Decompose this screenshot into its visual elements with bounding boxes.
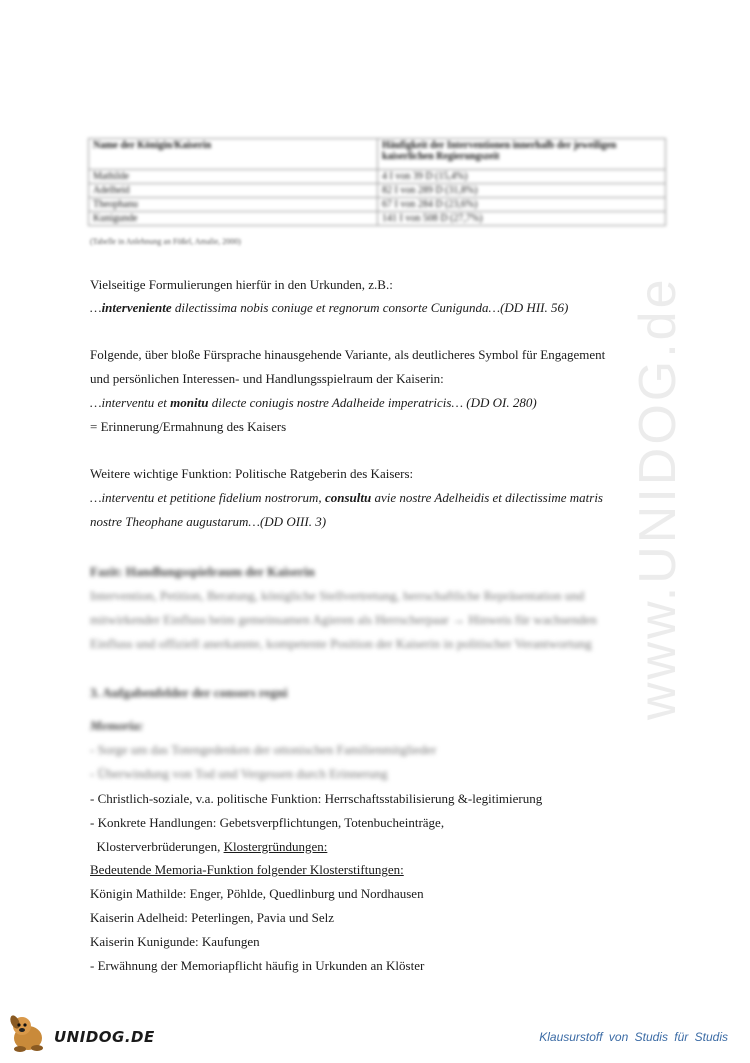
table-row <box>89 184 666 198</box>
paragraph-line: Kaiserin Adelheid: Peterlingen, Pavia und Selz <box>90 910 335 925</box>
quote-text: dilectissima nobis coniuge et regnorum consorte Cunigunda…(DD HII. 56) <box>171 300 569 315</box>
unidog-logo[interactable] <box>4 1008 164 1058</box>
table-cell: 4 I von 39 D (15,4%) <box>378 170 666 184</box>
table-header: Name der Königin/Kaiserin <box>89 139 378 170</box>
paragraph-line: = Erinnerung/Ermahnung des Kaisers <box>90 419 287 434</box>
quote-text: …interventu et petitione fidelium nostrorum, <box>90 490 325 505</box>
quote-text: avie nostre Adelheidis et dilectissime matris <box>371 490 603 505</box>
paragraph-line: Folgende, über bloße Fürsprache hinausgehende Variante, als deutlicheres Symbol für Engagement <box>90 347 606 362</box>
blurred-line: - Überwindung von Tod und Vergessen durch Erinnerung <box>90 766 388 781</box>
blurred-line: mitwirkender Einfluss beim gemeinsamen Agieren als Herrscherpaar → Hinweis für wachsenden <box>90 612 597 627</box>
list-item: - Konkrete Handlungen: Gebetsverpflichtungen, Totenbucheinträge, <box>90 815 445 830</box>
quote-line <box>90 394 537 412</box>
quote-line <box>90 489 603 507</box>
logo-text: UNIDOG.DE <box>54 1028 155 1046</box>
table-cell: 141 I von 508 D (27,7%) <box>378 212 666 226</box>
paragraph-line: Weitere wichtige Funktion: Politische Ratgeberin des Kaisers: <box>90 466 414 481</box>
table-row <box>89 198 666 212</box>
emphasis-text: consultu <box>324 490 372 505</box>
list-item: - Erwähnung der Memoriapflicht häufig in Urkunden an Klöster <box>90 958 425 973</box>
paragraph-line: Vielseitige Formulierungen hierfür in den Urkunden, z.B.: <box>90 277 393 292</box>
table-cell: Mathilde <box>89 170 378 184</box>
quote-text: dilecte coniugis nostre Adalheide imperatricis… (DD OI. 280) <box>208 395 537 410</box>
table-row <box>89 212 666 226</box>
list-text: Klosterverbrüderungen, <box>90 839 224 854</box>
table-cell: 82 I von 289 D (31,8%) <box>378 184 666 198</box>
list-item <box>90 838 327 856</box>
list-item: - Christlich-soziale, v.a. politische Funktion: Herrschaftsstabilisierung &-legitimierung <box>90 791 543 806</box>
table-note: (Tabelle in Anlehnung an Fößel, Amalie, 2000) <box>90 237 241 246</box>
section-heading: 3. Aufgabenfelder der consors regni <box>90 685 288 700</box>
quote-line <box>90 299 568 317</box>
section-heading: Fazit: Handlungsspielraum der Kaiserin <box>90 564 315 579</box>
table-cell: Kunigunde <box>89 212 378 226</box>
blurred-line: Intervention, Petition, Beratung, königliche Stellvertretung, herrschaftliche Repräsentation und <box>90 588 585 603</box>
dog-icon <box>4 1008 54 1058</box>
quote-text: … <box>90 300 102 315</box>
blurred-line: Einfluss und offiziell anerkannte, kompetente Position der Kaiserin in politischer Verantwortung <box>90 636 592 651</box>
interventions-table <box>88 138 666 226</box>
paragraph-line: und persönlichen Interessen- und Handlungsspielraum der Kaiserin: <box>90 371 444 386</box>
table-header-row <box>89 139 666 170</box>
table-cell: 67 I von 284 D (23,6%) <box>378 198 666 212</box>
quote-line: nostre Theophane augustarum…(DD OIII. 3) <box>90 514 327 529</box>
paragraph-line: Kaiserin Kunigunde: Kaufungen <box>90 934 260 949</box>
underlined-text: Klostergründungen: <box>223 839 328 854</box>
emphasis-text: monitu <box>170 395 209 410</box>
table-cell: Theophanu <box>89 198 378 212</box>
table-row <box>89 170 666 184</box>
emphasis-text: interveniente <box>101 300 172 315</box>
paragraph-line: Königin Mathilde: Enger, Pöhlde, Quedlinburg und Nordhausen <box>90 886 424 901</box>
footer-tagline: Klausurstoff von Studis für Studis <box>539 1030 728 1044</box>
subheading: Memoria: <box>90 718 144 733</box>
blurred-line: - Sorge um das Totengedenken der ottonischen Familienmitglieder <box>90 742 437 757</box>
watermark: www.UNIDOG.de <box>629 276 687 720</box>
underlined-heading: Bedeutende Memoria-Funktion folgender Klosterstiftungen: <box>90 862 404 877</box>
table-header: Häufigkeit der Interventionen innerhalb der jeweiligen kaiserlichen Regierungszeit <box>378 139 666 170</box>
quote-text: …interventu et <box>90 395 171 410</box>
table-cell: Adelheid <box>89 184 378 198</box>
